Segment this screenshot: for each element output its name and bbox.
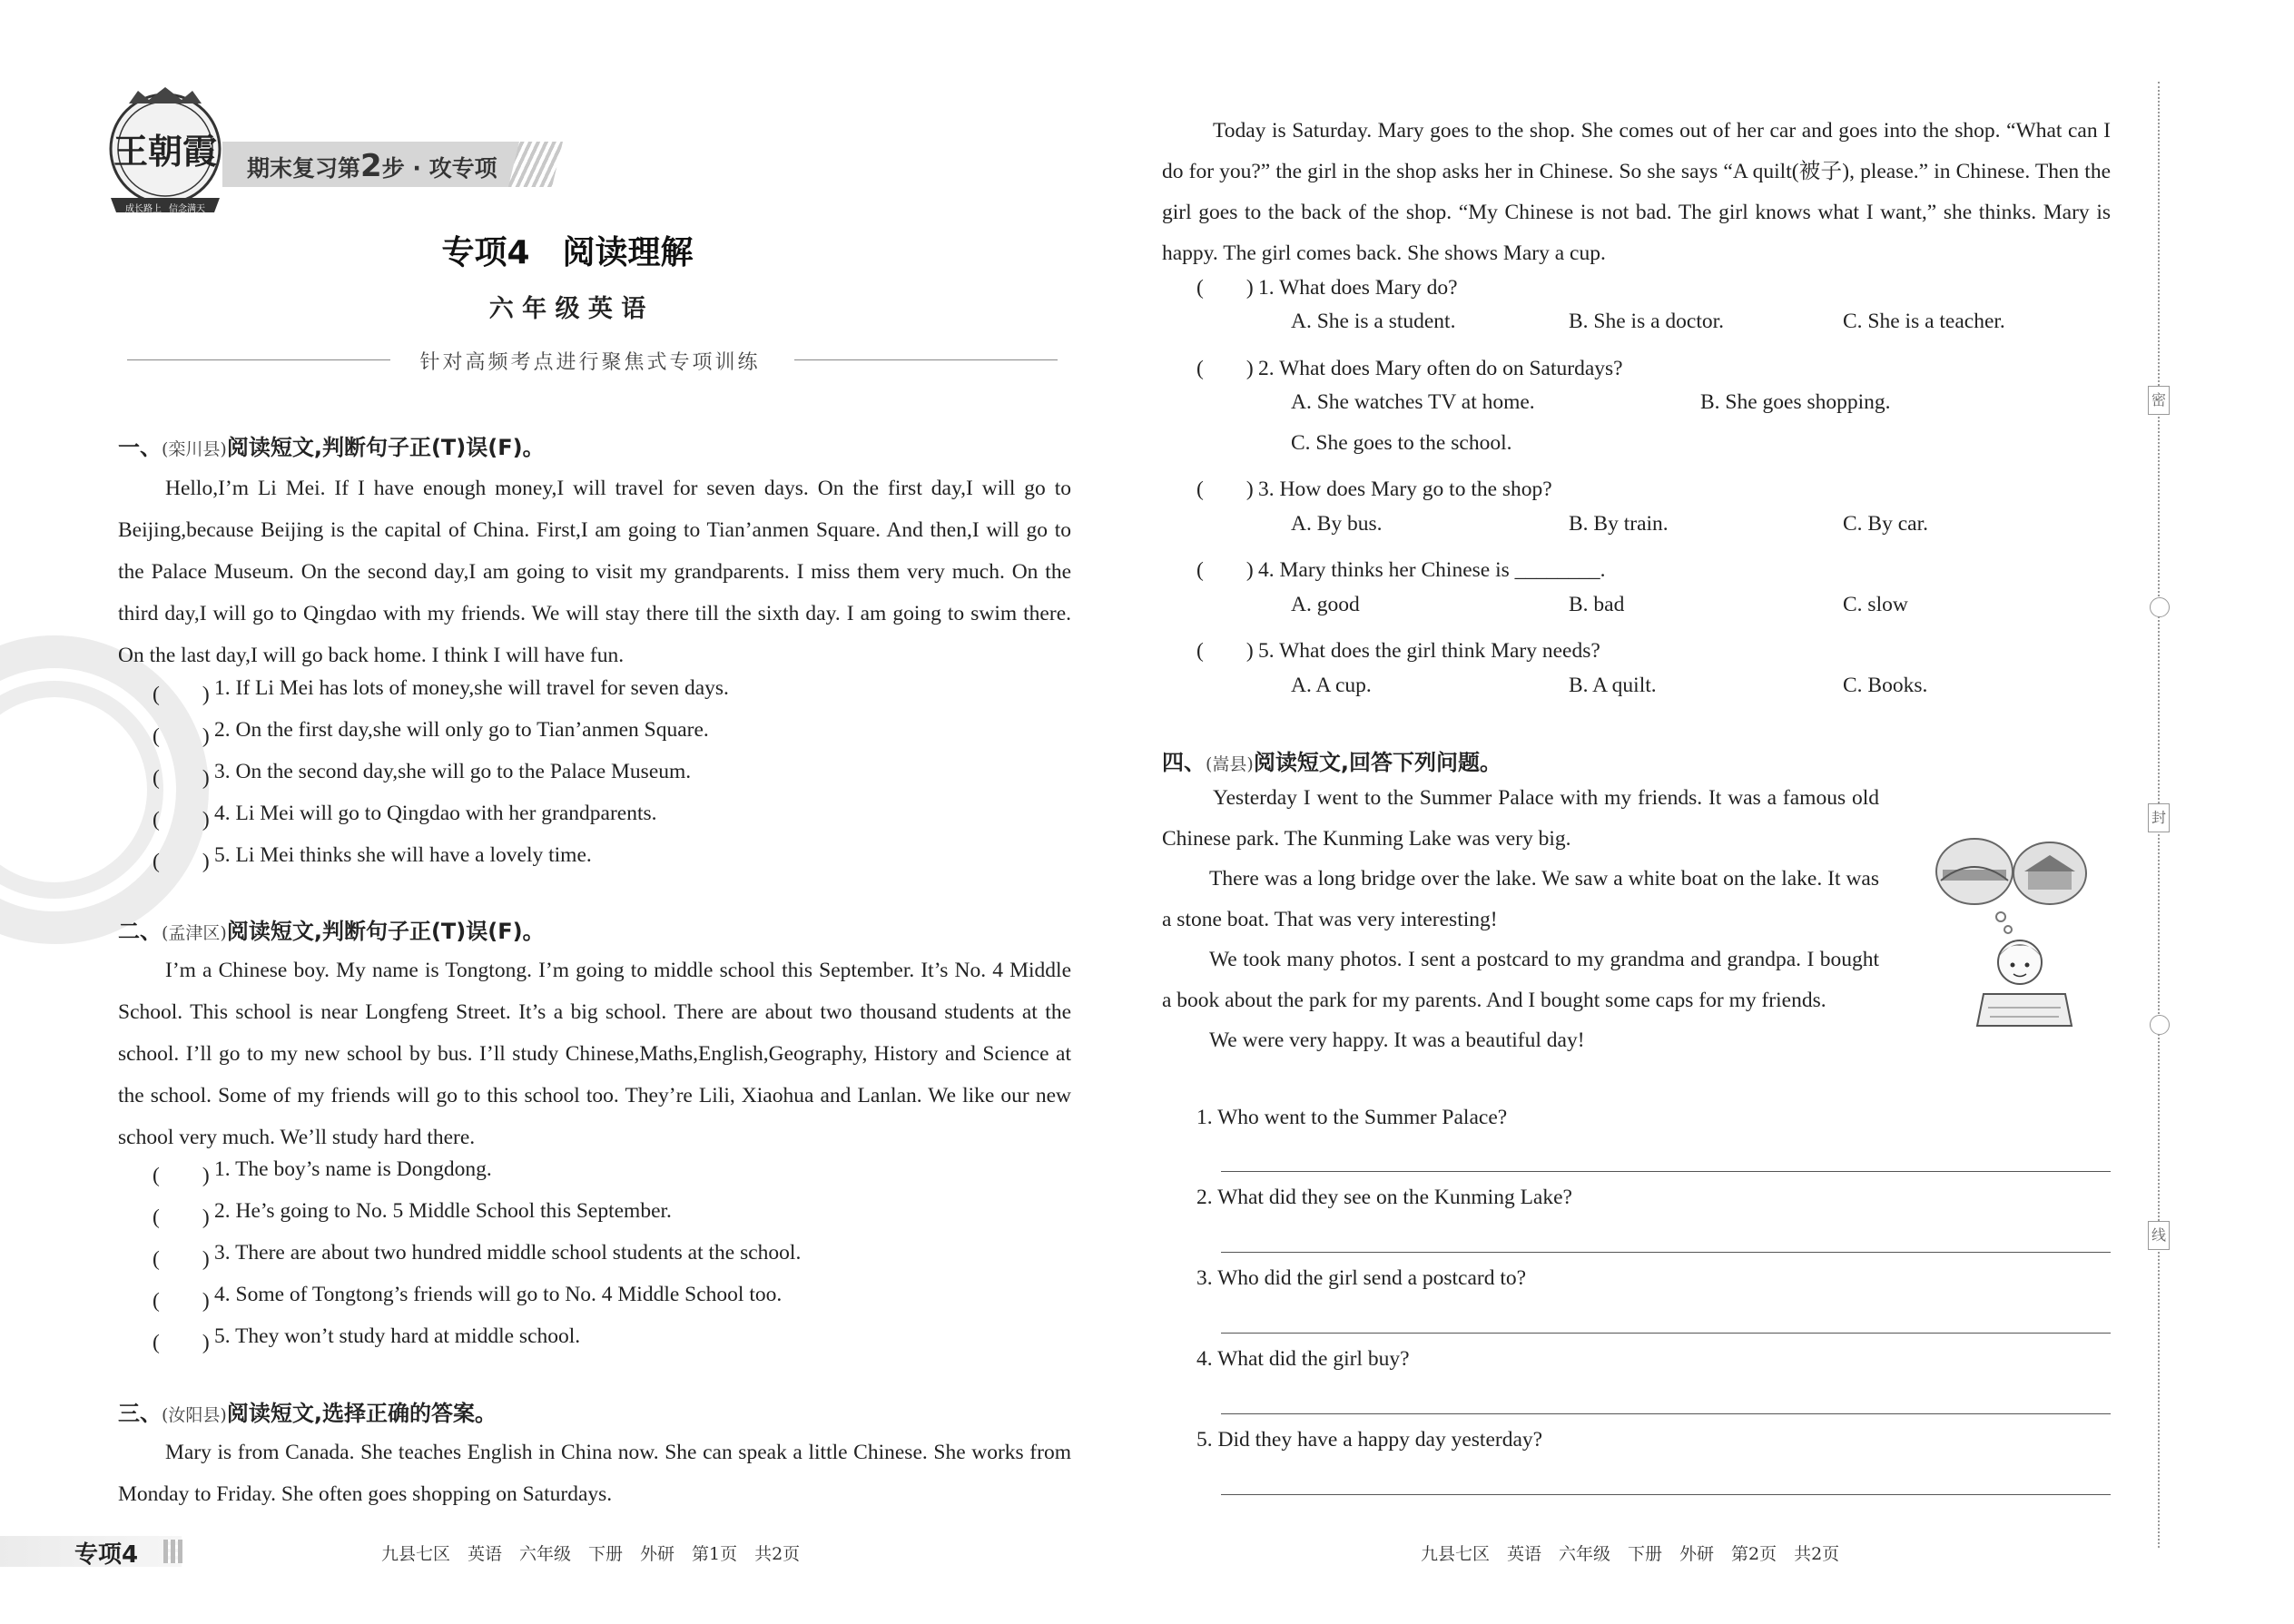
qa-question: 4. What did the girl buy? xyxy=(1196,1347,1410,1371)
tf-item[interactable]: ( ) 3. On the second day,she will go to the Palace Museum. xyxy=(153,760,729,802)
binding-label-box xyxy=(2148,1221,2170,1250)
footer-left: 九县七区 英语 六年级 下册 外研 第1页 共2页 xyxy=(381,1544,801,1564)
mc-question[interactable]: ( ) 5. What does the girl think Mary needs? xyxy=(1196,639,1600,663)
section2-instruction: 阅读短文,判断句子正(T)误(F)。 xyxy=(226,919,545,944)
mc-question[interactable]: ( ) 1. What does Mary do? xyxy=(1196,276,1458,300)
section4-paragraph: There was a long bridge over the lake. We saw a white boat on the lake. It was a stone boat. That was very interesting! xyxy=(1162,867,1879,931)
tf-item[interactable]: ( ) 3. There are about two hundred middle school students at the school. xyxy=(153,1241,801,1283)
section3-passage-part2: Today is Saturday. Mary goes to the shop. She comes out of her car and goes into the shop. “What can I do for you?” the girl in the shop asks her in Chinese. So she says “A quilt(被子), please.” in Chinese. Then the girl goes to the back of the shop. “My Chinese is not bad. The girl knows what I want,” she thinks. Mary is happy. The girl comes back. She shows Mary a cup. xyxy=(1162,119,2111,265)
answer-line[interactable] xyxy=(1221,1252,2111,1253)
section2-items xyxy=(153,1157,801,1366)
binding-hole-icon xyxy=(2150,597,2170,617)
brand-logo xyxy=(102,87,229,223)
banner-suffix: 步 · 攻专项 xyxy=(381,155,497,182)
tf-item[interactable]: ( ) 2. He’s going to No. 5 Middle School this September. xyxy=(153,1199,801,1241)
tf-item[interactable]: ( ) 1. The boy’s name is Dongdong. xyxy=(153,1157,801,1199)
page-subtitle: 六 年 级 英 语 xyxy=(488,295,646,323)
mc-option[interactable]: C. She goes to the school. xyxy=(1291,431,1512,455)
mc-question-text: 3. How does Mary go to the shop? xyxy=(1258,477,1552,501)
mc-option[interactable]: A. good xyxy=(1291,593,1360,616)
mc-question-text: 4. Mary thinks her Chinese is ________. xyxy=(1258,558,1606,582)
tf-item[interactable]: ( ) 1. If Li Mei has lots of money,she will travel for seven days. xyxy=(153,676,729,718)
qa-question: 2. What did they see on the Kunming Lake? xyxy=(1196,1186,1572,1209)
section2-passage: I’m a Chinese boy. My name is Tongtong. I’m going to middle school this September. It’s No. 4 Middle School. This school is near Longfeng Street. It’s a big school. There are about two thousand students at the school. I’ll go to my new school by bus. I’ll study Chinese,Maths,English,Geography, History and Science at the school. Some of my friends will go to this school too. They’re Lili, Xiaohua and Lanlan. We like our new school very much. We’ll study hard there. xyxy=(118,959,1071,1149)
mc-option[interactable]: A. She watches TV at home. xyxy=(1291,390,1535,414)
section1-items xyxy=(153,676,729,885)
logo-text: 王朝霞 xyxy=(113,131,217,172)
mc-option[interactable]: B. By train. xyxy=(1569,512,1669,536)
section3-instruction: 阅读短文,选择正确的答案。 xyxy=(226,1401,497,1426)
answer-line[interactable] xyxy=(1221,1333,2111,1334)
banner-step-number: 2 xyxy=(360,148,382,184)
mc-option[interactable]: B. bad xyxy=(1569,593,1625,616)
banner-prefix: 期末复习第 xyxy=(247,155,361,182)
mc-option[interactable]: C. slow xyxy=(1843,593,1908,616)
section4-region: (嵩县) xyxy=(1206,754,1254,774)
tf-item-text: 5. They won’t study hard at middle school. xyxy=(214,1324,581,1348)
tf-item[interactable]: ( ) 4. Li Mei will go to Qingdao with her grandparents. xyxy=(153,802,729,843)
qa-question: 5. Did they have a happy day yesterday? xyxy=(1196,1428,1543,1452)
tf-item-text: 2. On the first day,she will only go to Tian’anmen Square. xyxy=(214,718,709,742)
section3-num: 三、 xyxy=(118,1401,162,1426)
section2-region: (孟津区) xyxy=(162,923,227,943)
answer-line[interactable] xyxy=(1221,1413,2111,1414)
section1-passage: Hello,I’m Li Mei. If I have enough money,I will travel for seven days. On the first day,I will go to Beijing,because Beijing is the capital of China. First,I am going to Tian’anmen Square. And then,I will go to the Palace Museum. On the second day,I am going to visit my grandparents. I miss them very much. On the third day,I will go to Qingdao with my friends. We will stay there till the sixth day. I am going to swim there. On the last day,I will go back home. I think I will have fun. xyxy=(118,477,1071,667)
tf-item-text: 4. Some of Tongtong’s friends will go to No. 4 Middle School too. xyxy=(214,1283,783,1306)
section4-num: 四、 xyxy=(1162,750,1206,775)
section4-passage xyxy=(1162,778,1879,1061)
page-title: 专项4 阅读理解 xyxy=(441,234,694,271)
mc-option[interactable]: C. By car. xyxy=(1843,512,1928,536)
binding-label-box xyxy=(2148,386,2170,415)
section3-region: (汝阳县) xyxy=(162,1405,227,1425)
section4-paragraph: We were very happy. It was a beautiful day! xyxy=(1209,1029,1585,1052)
mc-question[interactable]: ( ) 3. How does Mary go to the shop? xyxy=(1196,477,1552,501)
tf-item[interactable]: ( ) 5. They won’t study hard at middle school. xyxy=(153,1324,801,1366)
girl-thinking-illustration xyxy=(1934,835,2111,1030)
mc-option[interactable]: A. She is a student. xyxy=(1291,310,1456,333)
qa-question: 3. Who did the girl send a postcard to? xyxy=(1196,1266,1527,1290)
binding-label-box xyxy=(2148,803,2170,832)
tf-item-text: 4. Li Mei will go to Qingdao with her grandparents. xyxy=(214,802,657,825)
tf-item-text: 3. On the second day,she will go to the Palace Museum. xyxy=(214,760,692,783)
section1-heading xyxy=(118,429,545,461)
binding-label: 线 xyxy=(2151,1226,2166,1244)
mc-question-text: 2. What does Mary often do on Saturdays? xyxy=(1258,357,1623,380)
mc-option[interactable]: B. A quilt. xyxy=(1569,674,1657,697)
mc-question[interactable]: ( ) 4. Mary thinks her Chinese is ________. xyxy=(1196,558,1606,582)
tf-item-text: 3. There are about two hundred middle school students at the school. xyxy=(214,1241,802,1265)
mc-option[interactable]: A. A cup. xyxy=(1291,674,1372,697)
footer-dots-icon xyxy=(163,1540,183,1563)
mc-option[interactable]: B. She is a doctor. xyxy=(1569,310,1725,333)
section4-paragraph: Yesterday I went to the Summer Palace with my friends. It was a famous old Chinese park. The Kunming Lake was very big. xyxy=(1162,786,1879,851)
mc-question-text: 5. What does the girl think Mary needs? xyxy=(1258,639,1600,663)
binding-label: 封 xyxy=(2151,809,2166,826)
tf-item-text: 1. If Li Mei has lots of money,she will travel for seven days. xyxy=(214,676,729,700)
mc-option[interactable]: C. Books. xyxy=(1843,674,1928,697)
section3-passage-part1: Mary is from Canada. She teaches English in China now. She can speak a little Chinese. She works from Monday to Friday. She often goes shopping on Saturdays. xyxy=(118,1441,1071,1506)
tf-item-text: 1. The boy’s name is Dongdong. xyxy=(214,1157,492,1181)
binding-label: 密 xyxy=(2151,391,2166,408)
tf-item-text: 2. He’s going to No. 5 Middle School this September. xyxy=(214,1199,672,1223)
footer-tag: 专项4 xyxy=(74,1541,139,1569)
qa-question: 1. Who went to the Summer Palace? xyxy=(1196,1106,1508,1129)
section2-heading xyxy=(118,913,545,945)
mc-question-text: 1. What does Mary do? xyxy=(1258,276,1458,300)
section3-heading xyxy=(118,1395,497,1427)
section2-num: 二、 xyxy=(118,919,162,944)
mc-option[interactable]: B. She goes shopping. xyxy=(1700,390,1891,414)
tf-item[interactable]: ( ) 4. Some of Tongtong’s friends will go to No. 4 Middle School too. xyxy=(153,1283,801,1324)
tagline-rule-right xyxy=(794,359,1058,360)
section1-region: (栾川县) xyxy=(162,439,227,459)
tf-item[interactable]: ( ) 5. Li Mei thinks she will have a lovely time. xyxy=(153,843,729,885)
tagline-rule-left xyxy=(127,359,390,360)
answer-line[interactable] xyxy=(1221,1171,2111,1172)
section4-instruction: 阅读短文,回答下列问题。 xyxy=(1253,750,1501,775)
section4-heading xyxy=(1162,744,1501,776)
tf-item[interactable]: ( ) 2. On the first day,she will only go to Tian’anmen Square. xyxy=(153,718,729,760)
footer-right: 九县七区 英语 六年级 下册 外研 第2页 共2页 xyxy=(1421,1544,1840,1564)
section1-num: 一、 xyxy=(118,435,162,460)
girl-thinking-icon xyxy=(1934,835,2111,1030)
mc-option[interactable]: C. She is a teacher. xyxy=(1843,310,2005,333)
answer-line[interactable] xyxy=(1221,1494,2111,1495)
logo-sub-right: 信念满天 xyxy=(169,204,205,214)
mc-option[interactable]: A. By bus. xyxy=(1291,512,1383,536)
section1-instruction: 阅读短文,判断句子正(T)误(F)。 xyxy=(226,435,545,460)
banner-text xyxy=(247,148,497,184)
logo-sub-left: 成长路上 xyxy=(125,204,162,214)
section4-paragraph: We took many photos. I sent a postcard to my grandma and grandpa. I bought a book about the park for my parents. And I bought some caps for my friends. xyxy=(1162,948,1879,1012)
section3-questions xyxy=(1196,270,2113,723)
mc-question[interactable]: ( ) 2. What does Mary often do on Saturdays? xyxy=(1196,357,1623,380)
binding-hole-icon xyxy=(2150,1015,2170,1035)
tagline: 针对高频考点进行聚焦式专项训练 xyxy=(419,351,761,374)
tf-item-text: 5. Li Mei thinks she will have a lovely time. xyxy=(214,843,592,867)
